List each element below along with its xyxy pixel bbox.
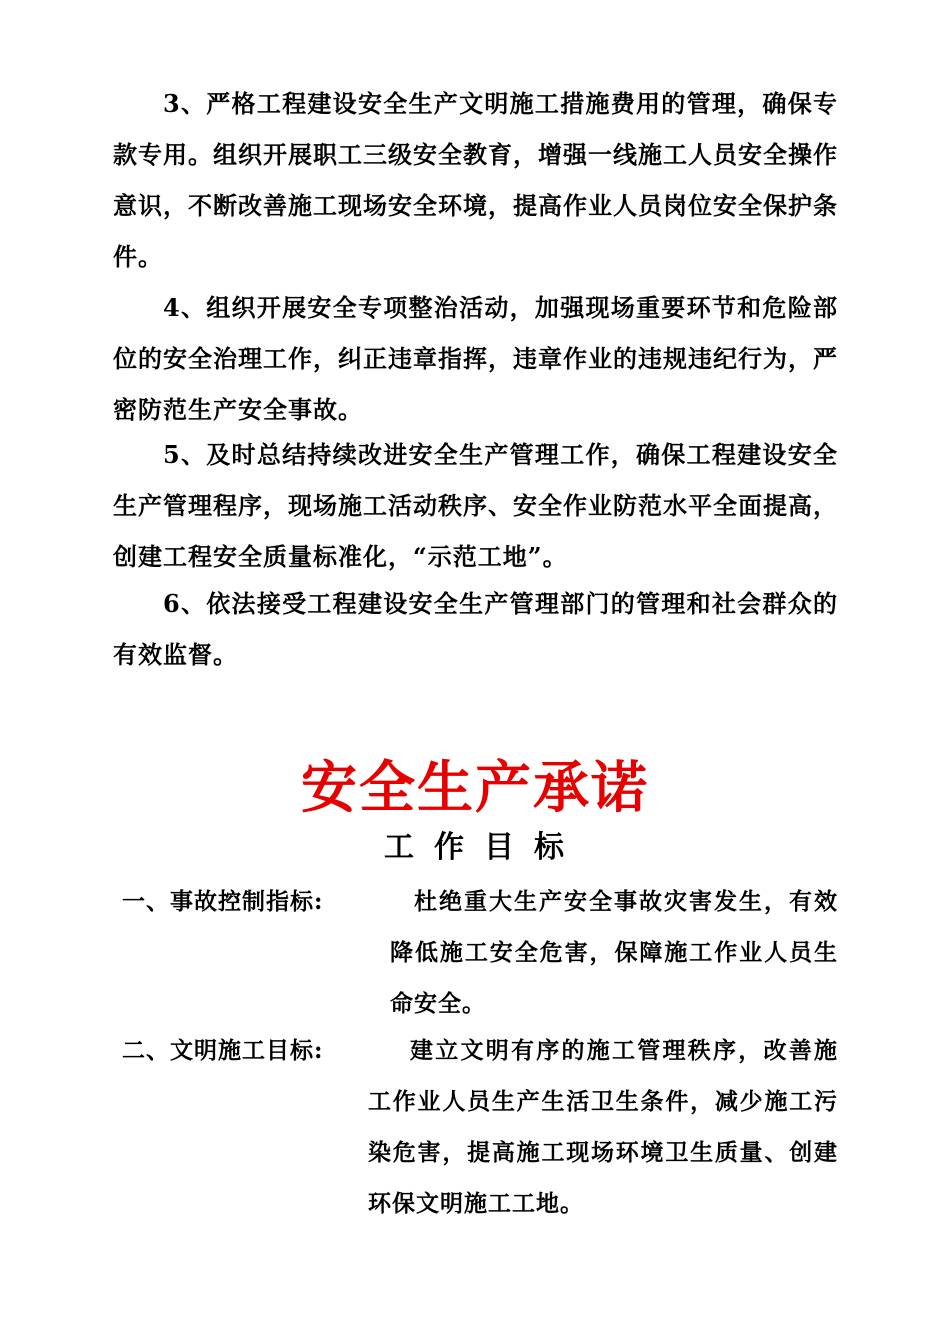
page-title: 安全生产承诺 [301, 755, 649, 821]
goal-label-civilized-construction: 二、文明施工目标: [122, 1037, 324, 1064]
goal-label-accident-control: 一、事故控制指标: [122, 888, 324, 915]
paragraph-item-6: 6、依法接受工程建设安全生产管理部门的管理和社会群众的有效监督。 [113, 589, 838, 669]
section-subtitle: 工作目标 [384, 830, 584, 865]
paragraph-item-5: 5、及时总结持续改进安全生产管理工作，确保工程建设安全生产管理程序，现场施工活动秩序、安全作业防范水平全面提高，创建工程安全质量标准化，“示范工地”。 [113, 440, 838, 571]
paragraph-item-4: 4、组织开展安全专项整治活动，加强现场重要环节和危险部位的安全治理工作，纠正违章指挥，违章作业的违规违纪行为，严密防范生产安全事故。 [113, 293, 838, 424]
goal-text-accident-control: 杜绝重大生产安全事故灾害发生，有效降低施工安全危害，保障施工作业人员生命安全。 [390, 888, 838, 1017]
goal-text-civilized-construction: 建立文明有序的施工管理秩序，改善施工作业人员生产生活卫生条件，减少施工污染危害，提高施工现场环境卫生质量、创建环保文明施工工地。 [368, 1037, 838, 1217]
paragraph-item-3: 3、严格工程建设安全生产文明施工措施费用的管理，确保专款专用。组织开展职工三级安全教育，增强一线施工人员安全操作意识，不断改善施工现场安全环境，提高作业人员岗位安全保护条件。 [113, 89, 838, 271]
